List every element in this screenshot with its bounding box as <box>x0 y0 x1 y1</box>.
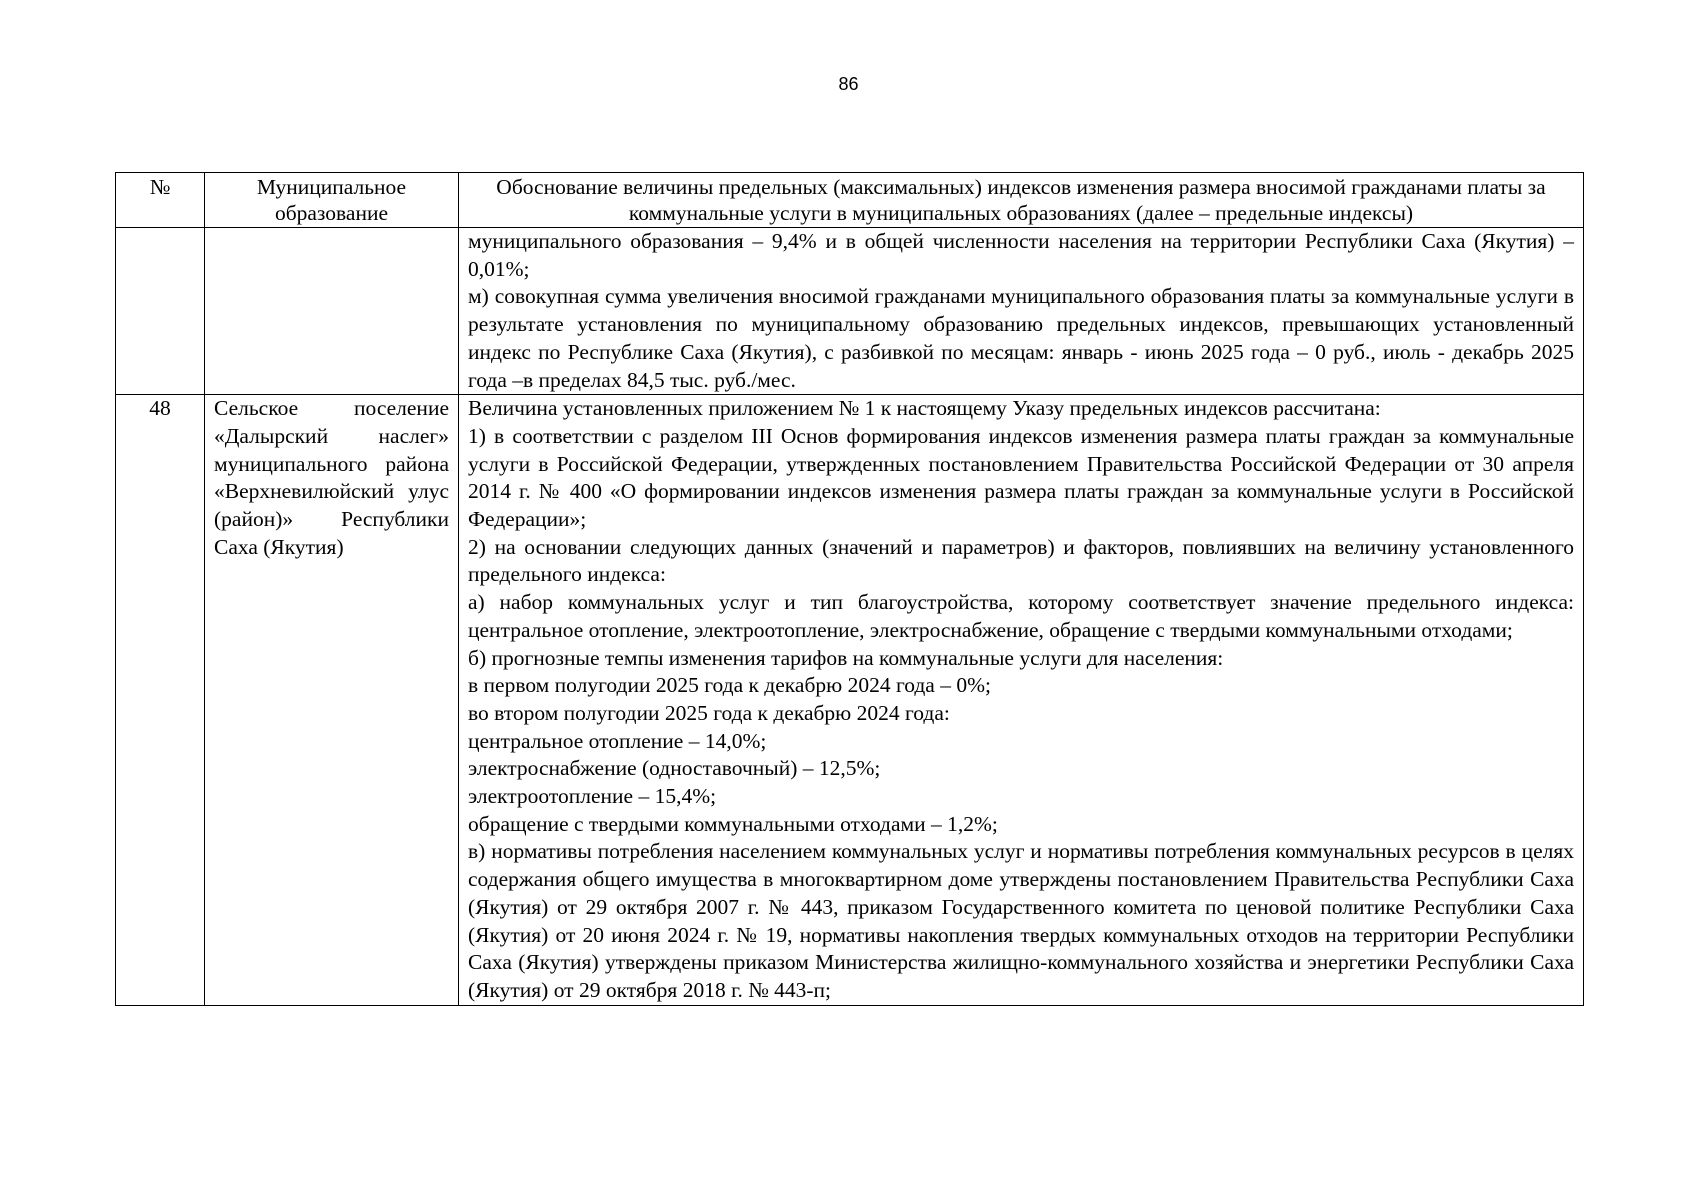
table-header-row <box>116 173 1584 228</box>
justification-paragraph: 1) в соответствии с разделом III Основ формирования индексов изменения размера платы граждан за коммунальные услуги в Российской Федерации, утвержденных постановлением Правительства Российской Федерации от 30 апреля 2014 г. № 400 «О формировании индексов изменения размера платы граждан за коммунальные услуги в Российской Федерации»; <box>468 423 1574 532</box>
justification-paragraph: Величина установленных приложением № 1 к настоящему Указу предельных индексов рассчитана: <box>468 396 1381 421</box>
justification-paragraph: в) нормативы потребления населением коммунальных услуг и нормативы потребления коммунальных ресурсов в целях содержания общего имущества в многоквартирном доме утверждены постановлением Правительства Республики Саха (Якутия) от 29 октября 2007 г. № 443, приказом Государственного комитета по ценовой политике Республики Саха (Якутия) от 20 июня 2024 г. № 19, нормативы накопления твердых коммунальных отходов на территории Республики Саха (Якутия) утверждены приказом Министерства жилищно-коммунального хозяйства и энергетики Республики Саха (Якутия) от 29 октября 2018 г. № 443-п; <box>468 839 1574 1002</box>
page-number: 86 <box>838 74 859 94</box>
table-row <box>116 395 1584 1005</box>
justification-paragraph: электроснабжение (одноставочный) – 12,5%; <box>468 756 881 781</box>
header-justification: Обоснование величины предельных (максимальных) индексов изменения размера вносимой гражданами платы за коммунальные услуги в муниципальных образованиях (далее – предельные индексы) <box>459 173 1584 228</box>
table-row <box>116 228 1584 395</box>
row-justification <box>459 395 1584 1005</box>
justification-paragraph: центральное отопление – 14,0%; <box>468 728 767 753</box>
row-justification <box>459 228 1584 395</box>
justification-paragraph: обращение с твердыми коммунальными отходами – 1,2%; <box>468 811 998 836</box>
justification-paragraph: а) набор коммунальных услуг и тип благоустройства, которому соответствует значение предельного индекса: центральное отопление, электроотопление, электроснабжение, обращение с твердыми коммунальными отходами; <box>468 590 1574 642</box>
row-number: 48 <box>116 395 205 1005</box>
justification-table <box>115 172 1584 1006</box>
justification-paragraph: м) совокупная сумма увеличения вносимой гражданами муниципального образования платы за коммунальные услуги в результате установления по муниципальному образованию предельных индексов, превышающих установленный индекс по Республике Саха (Якутия), с разбивкой по месяцам: январь - июнь 2025 года – 0 руб., июль - декабрь 2025 года –в пределах 84,5 тыс. руб./мес. <box>468 284 1574 392</box>
justification-paragraph: б) прогнозные темпы изменения тарифов на коммунальные услуги для населения: <box>468 645 1224 670</box>
row-number <box>116 228 205 395</box>
justification-paragraph: во втором полугодии 2025 года к декабрю 2024 года: <box>468 700 950 725</box>
justification-paragraph: муниципального образования – 9,4% и в общей численности населения на территории Республики Саха (Якутия) – 0,01%; <box>468 229 1574 281</box>
row-municipality: Сельское поселение «Далырский наслег» муниципального района «Верхневилюйский улус (район)» Республики Саха (Якутия) <box>205 395 459 1005</box>
row-municipality <box>205 228 459 395</box>
header-number: № <box>116 173 205 228</box>
justification-paragraph: электроотопление – 15,4%; <box>468 784 717 809</box>
header-municipality: Муниципальное образование <box>205 173 459 228</box>
justification-paragraph: в первом полугодии 2025 года к декабрю 2024 года – 0%; <box>468 673 991 698</box>
justification-paragraph: 2) на основании следующих данных (значений и параметров) и факторов, повлиявших на величину установленного предельного индекса: <box>468 534 1574 587</box>
